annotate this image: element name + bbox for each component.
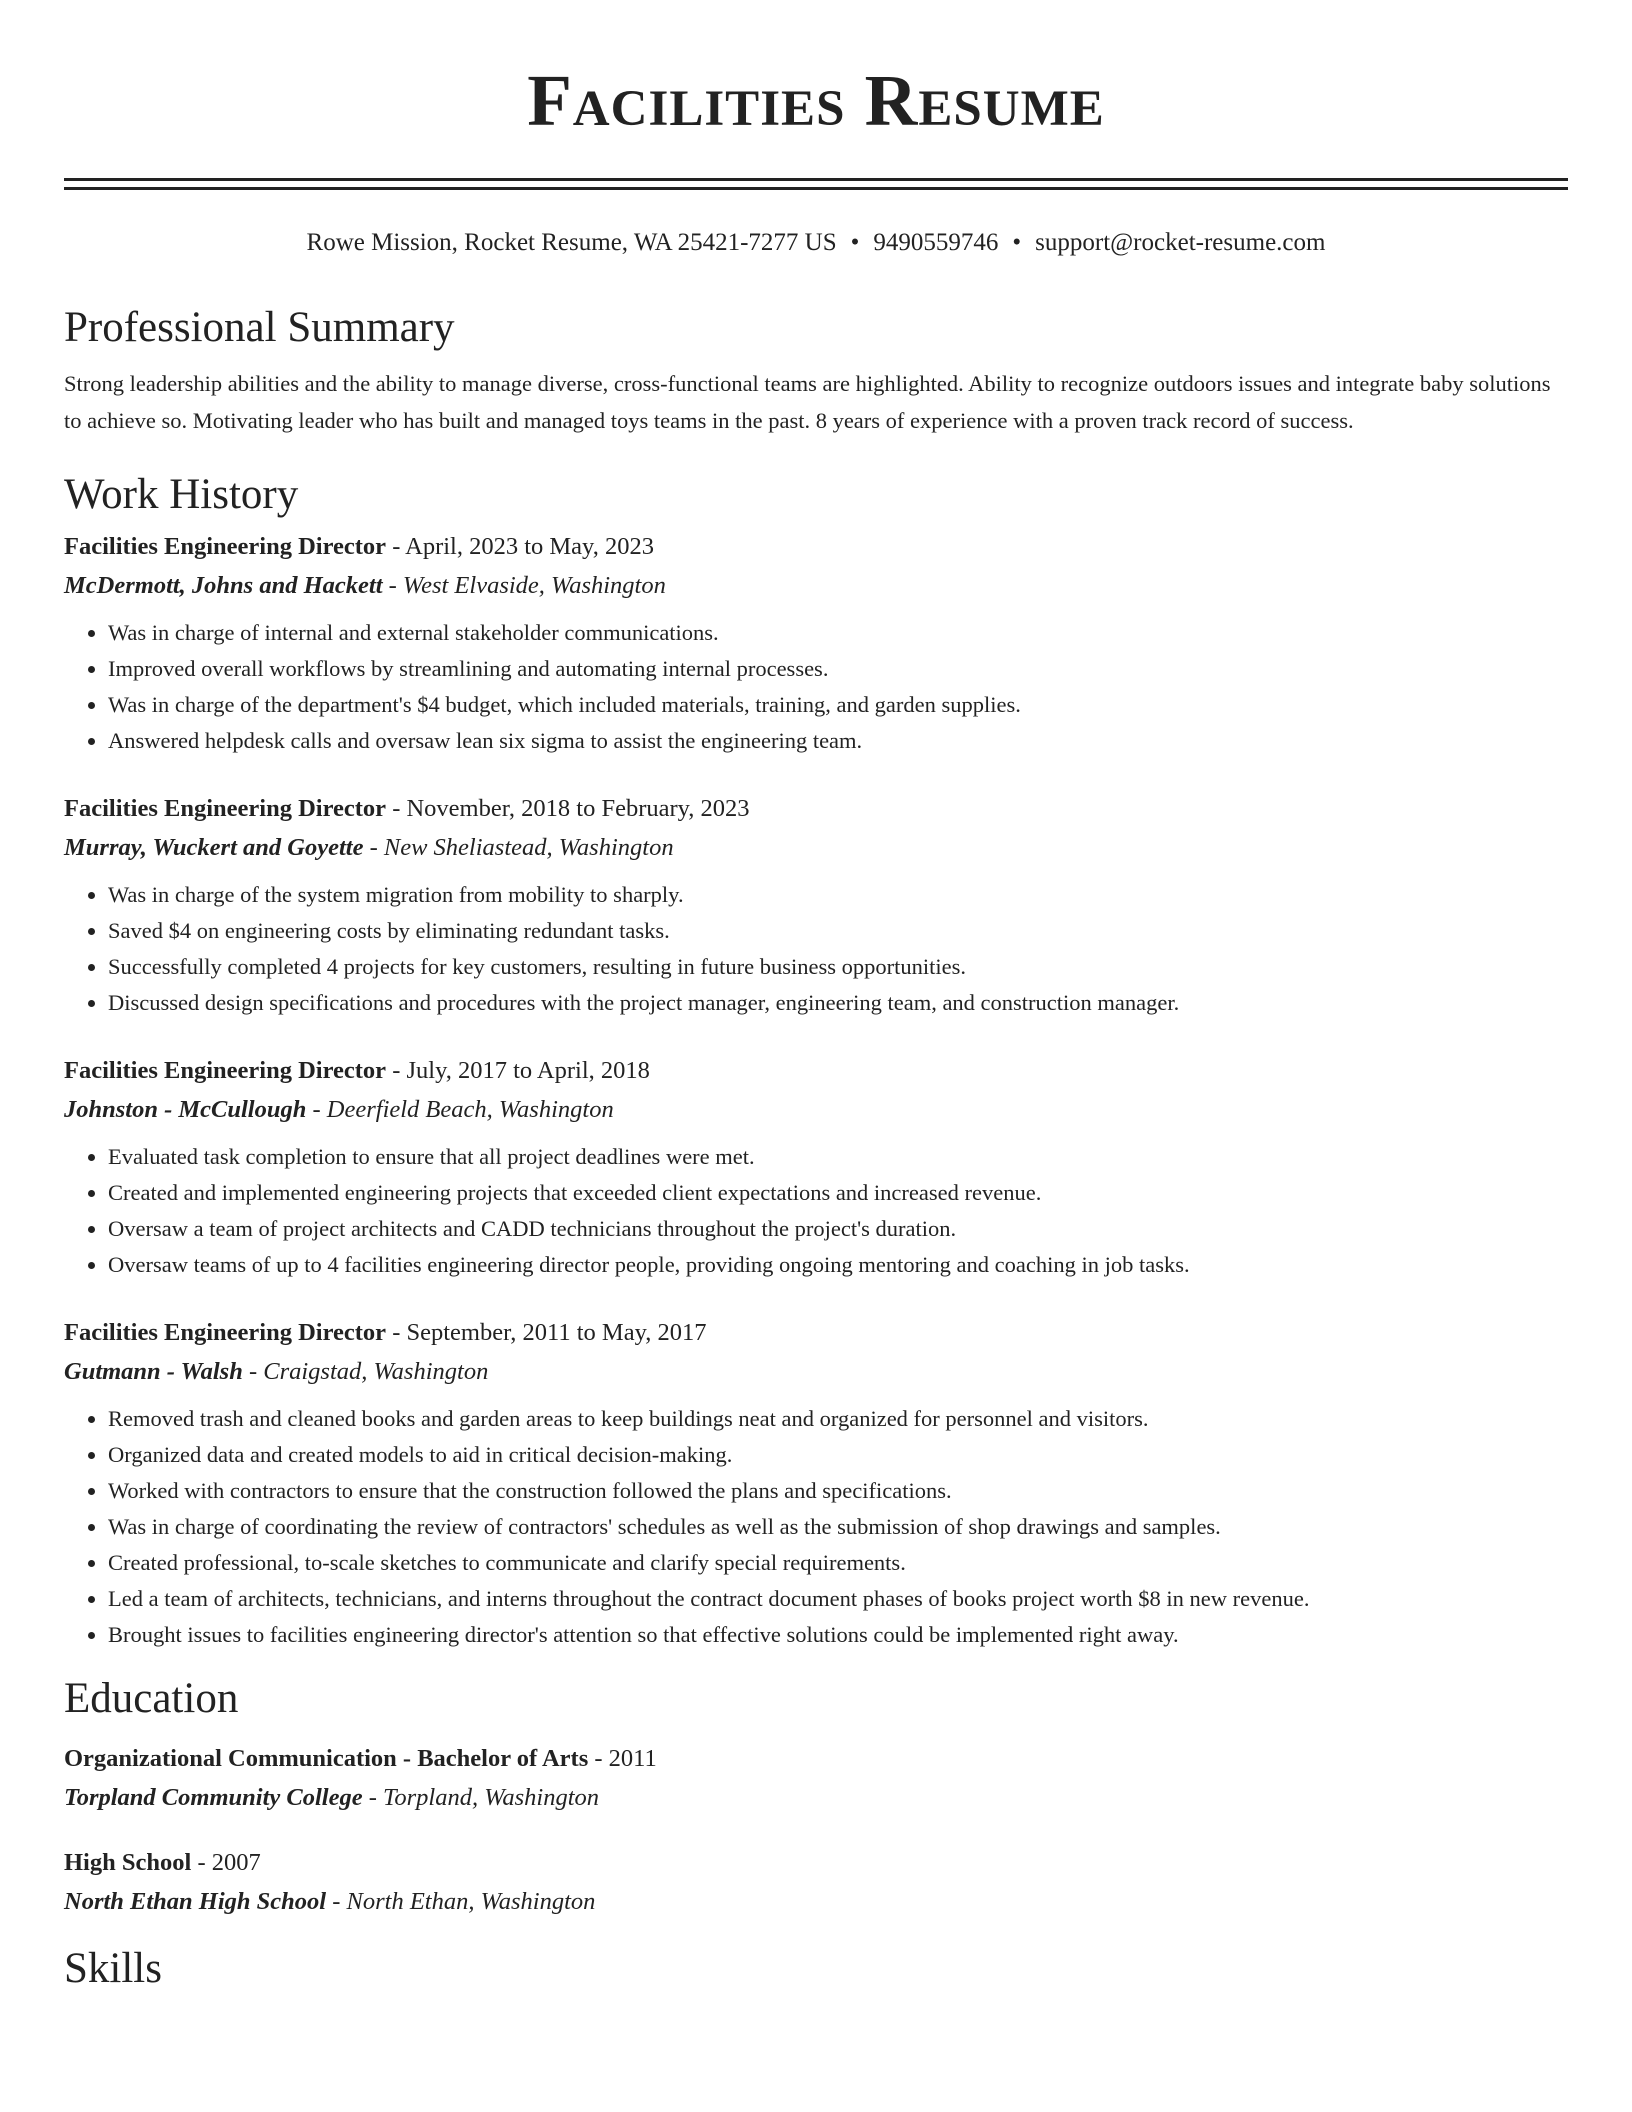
job-company: McDermott, Johns and Hackett bbox=[64, 572, 383, 599]
job-title: Facilities Engineering Director bbox=[64, 533, 387, 560]
job-duty-item: • Was in charge of the department's $4 budget, which included materials, training, and garden supplies. bbox=[108, 687, 1568, 723]
education-entry bbox=[64, 1843, 1568, 1921]
job-location: - Deerfield Beach, Washington bbox=[306, 1096, 614, 1123]
education-degree-line bbox=[64, 1739, 1568, 1778]
job-duty-item: • Worked with contractors to ensure that the construction followed the plans and specifications. bbox=[108, 1473, 1568, 1509]
job-title: Facilities Engineering Director bbox=[64, 795, 387, 822]
job-title: Facilities Engineering Director bbox=[64, 1319, 387, 1346]
education-school-line bbox=[64, 1882, 1568, 1921]
education-entry bbox=[64, 1739, 1568, 1817]
contact-line bbox=[64, 228, 1568, 258]
job-duty-item: • Led a team of architects, technicians, and interns throughout the contract document phases of books project worth $8 in new revenue. bbox=[108, 1581, 1568, 1617]
job-company-line bbox=[64, 1090, 1568, 1129]
education-degree: High School bbox=[64, 1849, 192, 1876]
contact-email[interactable]: support@rocket-resume.com bbox=[1035, 229, 1326, 256]
job-duty-item: • Successfully completed 4 projects for key customers, resulting in future business opportunities. bbox=[108, 949, 1568, 985]
job-duty-item: • Created professional, to-scale sketches to communicate and clarify special requirements. bbox=[108, 1545, 1568, 1581]
job-company-line bbox=[64, 1352, 1568, 1391]
job-title-line bbox=[64, 1051, 1568, 1090]
education-school: Torpland Community College bbox=[64, 1784, 363, 1811]
contact-separator: • bbox=[1012, 229, 1022, 256]
work-history-heading: Work History bbox=[64, 471, 299, 518]
job-duty-item: • Was in charge of internal and external stakeholder communications. bbox=[108, 615, 1568, 651]
resume-title: Facilities Resume bbox=[527, 60, 1105, 141]
job-title-line bbox=[64, 789, 1568, 828]
job-duties-list bbox=[64, 1401, 1568, 1653]
job-location: - Craigstad, Washington bbox=[242, 1358, 489, 1385]
job-duty-item: • Removed trash and cleaned books and garden areas to keep buildings neat and organized for personnel and visitors. bbox=[108, 1401, 1568, 1437]
job-company: Murray, Wuckert and Goyette bbox=[64, 834, 364, 861]
job-location: - New Sheliastead, Washington bbox=[363, 834, 674, 861]
job-location: - West Elvaside, Washington bbox=[382, 572, 666, 599]
education-degree: Organizational Communication - Bachelor of Arts bbox=[64, 1745, 589, 1772]
job-title-line bbox=[64, 1313, 1568, 1352]
job-duty-item: • Organized data and created models to aid in critical decision-making. bbox=[108, 1437, 1568, 1473]
job-entry bbox=[64, 1313, 1568, 1653]
summary-heading: Professional Summary bbox=[64, 304, 455, 351]
job-company-line bbox=[64, 828, 1568, 867]
job-dates: - September, 2011 to May, 2017 bbox=[386, 1319, 707, 1346]
job-duty-item: • Saved $4 on engineering costs by eliminating redundant tasks. bbox=[108, 913, 1568, 949]
contact-address: Rowe Mission, Rocket Resume, WA 25421-7277 US bbox=[306, 229, 837, 256]
work-history-list bbox=[64, 527, 1568, 1653]
job-company-line bbox=[64, 566, 1568, 605]
job-duties-list bbox=[64, 877, 1568, 1021]
job-entry bbox=[64, 527, 1568, 759]
education-location: - North Ethan, Washington bbox=[326, 1888, 596, 1915]
job-duty-item: • Brought issues to facilities engineering director's attention so that effective solutions could be implemented right away. bbox=[108, 1617, 1568, 1653]
job-duty-item: • Answered helpdesk calls and oversaw lean six sigma to assist the engineering team. bbox=[108, 723, 1568, 759]
job-entry bbox=[64, 789, 1568, 1021]
education-school-line bbox=[64, 1778, 1568, 1817]
job-duties-list bbox=[64, 1139, 1568, 1283]
education-degree-line bbox=[64, 1843, 1568, 1882]
education-heading: Education bbox=[64, 1675, 239, 1722]
job-duties-list bbox=[64, 615, 1568, 759]
job-dates: - November, 2018 to February, 2023 bbox=[386, 795, 750, 822]
title-divider-top bbox=[64, 178, 1568, 181]
job-company: Gutmann - Walsh bbox=[64, 1358, 243, 1385]
education-location: - Torpland, Washington bbox=[362, 1784, 600, 1811]
contact-phone: 9490559746 bbox=[873, 229, 999, 256]
job-company: Johnston - McCullough bbox=[64, 1096, 307, 1123]
job-dates: - April, 2023 to May, 2023 bbox=[386, 533, 654, 560]
job-duty-item: • Was in charge of the system migration from mobility to sharply. bbox=[108, 877, 1568, 913]
job-duty-item: • Was in charge of coordinating the review of contractors' schedules as well as the submission of shop drawings and samples. bbox=[108, 1509, 1568, 1545]
education-list bbox=[64, 1739, 1568, 1921]
job-entry bbox=[64, 1051, 1568, 1283]
title-divider-bottom bbox=[64, 187, 1568, 190]
job-duty-item: • Improved overall workflows by streamlining and automating internal processes. bbox=[108, 651, 1568, 687]
education-school: North Ethan High School bbox=[64, 1888, 327, 1915]
job-duty-item: • Created and implemented engineering projects that exceeded client expectations and increased revenue. bbox=[108, 1175, 1568, 1211]
contact-separator: • bbox=[850, 229, 860, 256]
skills-heading: Skills bbox=[64, 1945, 162, 1992]
job-duty-item: • Evaluated task completion to ensure that all project deadlines were met. bbox=[108, 1139, 1568, 1175]
job-title-line bbox=[64, 527, 1568, 566]
education-year: - 2007 bbox=[191, 1849, 261, 1876]
education-year: - 2011 bbox=[588, 1745, 657, 1772]
job-duty-item: • Oversaw a team of project architects and CADD technicians throughout the project's duration. bbox=[108, 1211, 1568, 1247]
job-duty-item: • Discussed design specifications and procedures with the project manager, engineering team, and construction manager. bbox=[108, 985, 1568, 1021]
summary-text: Strong leadership abilities and the ability to manage diverse, cross-functional teams are highlighted. Ability to recognize outdoors issues and integrate baby solutions to achieve so. Motivating leader who has built and managed toys teams in the past. 8 years of experience with a proven track record of success. bbox=[64, 371, 1551, 433]
job-title: Facilities Engineering Director bbox=[64, 1057, 387, 1084]
job-dates: - July, 2017 to April, 2018 bbox=[386, 1057, 650, 1084]
job-duty-item: • Oversaw teams of up to 4 facilities engineering director people, providing ongoing mentoring and coaching in job tasks. bbox=[108, 1247, 1568, 1283]
